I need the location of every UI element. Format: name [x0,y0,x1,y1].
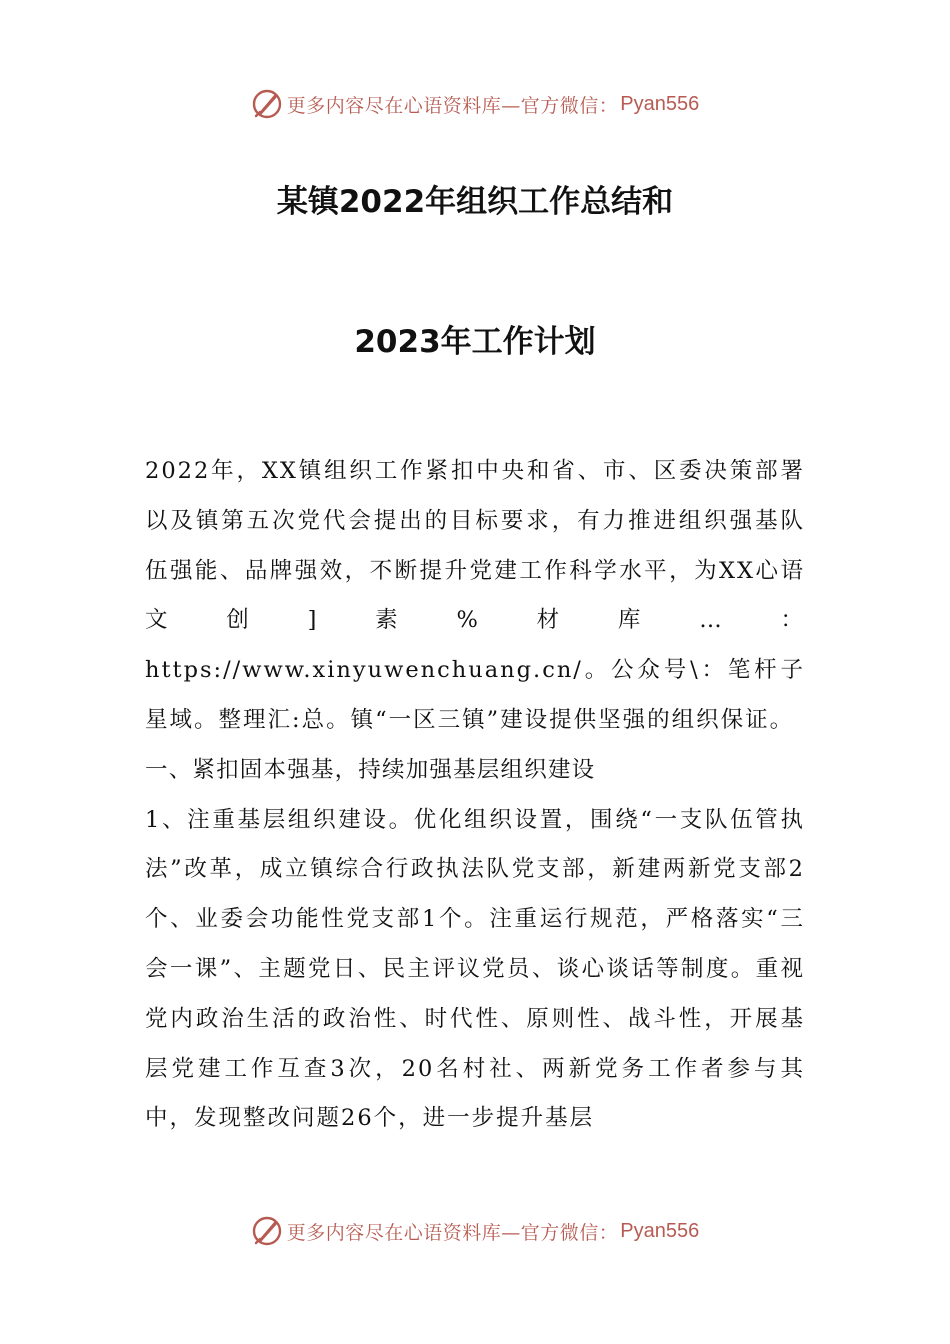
document-title-line-1: 某镇2022年组织工作总结和 [276,184,674,220]
document-body [145,447,805,1144]
watermark-text: 更多内容尽在心语资料库—官方微信： [286,1221,619,1244]
watermark-text: 更多内容尽在心语资料库—官方微信： [286,94,619,117]
quill-pen-logo-icon [251,88,283,120]
watermark-account: Pyan556 [620,1219,700,1242]
footer-watermark [0,1211,950,1251]
paragraph-intro: 2022年，XX镇组织工作紧扣中央和省、市、区委决策部署以及镇第五次党代会提出的目标要求，有力推进组织强基队伍强能、品牌强效，不断提升党建工作科学水平，为XX心语文创]素%材库…：https://www.xinyuwenchuang.cn/。公众号\：笔杆子星域。整理汇:总。镇“一区三镇”建设提供坚强的组织保证。 [145,458,805,733]
header-watermark [0,84,950,124]
quill-pen-logo-icon [251,1215,283,1247]
document-title-line-2: 2023年工作计划 [354,324,596,360]
paragraph-item-1: 1、注重基层组织建设。优化组织设置，围绕“一支队伍管执法”改革，成立镇综合行政执法队党支部，新建两新党支部2个、业委会功能性党支部1个。注重运行规范，严格落实“三会一课”、主题党日、民主评议党员、谈心谈话等制度。重视党内政治生活的政治性、时代性、原则性、战斗性，开展基层党建工作互查3次，20名村社、两新党务工作者参与其中，发现整改问题26个，进一步提升基层 [145,806,805,1132]
section-heading: 一、紧扣固本强基，持续加强基层组织建设 [145,756,596,783]
watermark-account: Pyan556 [620,92,700,115]
